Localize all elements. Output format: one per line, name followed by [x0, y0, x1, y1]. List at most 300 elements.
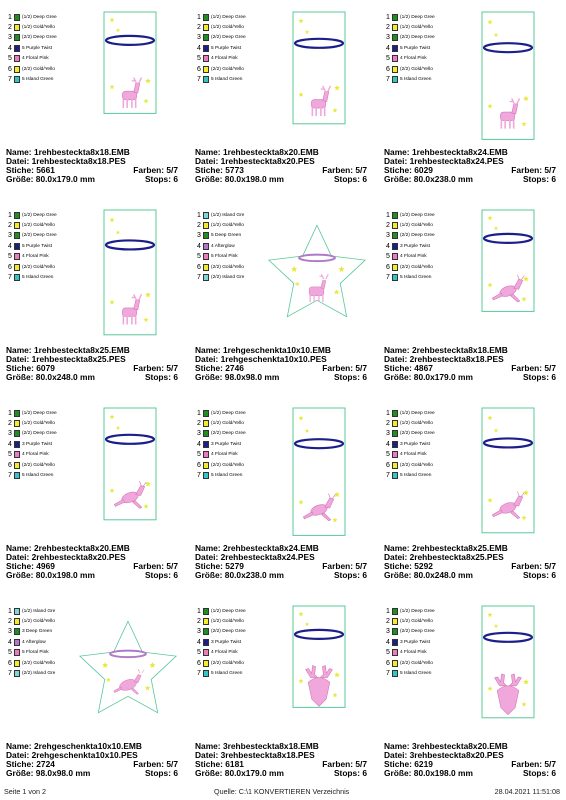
colors-label: Farben: — [133, 759, 165, 769]
star-icon — [116, 230, 120, 234]
stitch-count: 5279 — [225, 561, 244, 571]
thread-row — [197, 627, 283, 637]
stop-count: 6 — [173, 768, 178, 778]
reindeer-icon — [311, 86, 330, 116]
design-preview — [283, 404, 375, 542]
thread-row — [8, 241, 94, 251]
thread-number: 5 — [8, 253, 12, 261]
design-size: 80.0x179.0 mm — [35, 174, 95, 184]
stitch-count: 4969 — [36, 561, 55, 571]
thread-number: 6 — [8, 659, 12, 667]
thread-name: (2/2) Gold/Yello — [400, 462, 433, 468]
thread-number: 4 — [386, 44, 390, 52]
thread-row — [8, 210, 94, 220]
colors-label: Farben: — [511, 561, 543, 571]
thread-name: 5 Deep Green — [211, 233, 242, 239]
thread-name: (1/2) Gold/Yello — [22, 619, 55, 625]
thread-number: 5 — [197, 649, 201, 657]
design-preview — [283, 8, 375, 146]
thread-number: 1 — [8, 409, 12, 417]
thread-number: 7 — [386, 472, 390, 480]
design-file: 2rehbesteckta8x20.PES — [31, 552, 126, 562]
design-name: 3rehbesteckta8x18.EMB — [222, 741, 319, 751]
thread-number: 2 — [386, 222, 390, 230]
thread-number: 1 — [8, 607, 12, 615]
name-label: Name: — [195, 543, 221, 553]
color-count: 5/7 — [355, 165, 367, 175]
thread-number: 4 — [386, 440, 390, 448]
thread-row — [8, 33, 94, 43]
halo-ring-icon — [106, 36, 154, 45]
thread-number: 5 — [197, 55, 201, 63]
design-info — [195, 742, 367, 778]
name-label: Name: — [195, 147, 221, 157]
thread-name: 5 Floral Pink — [22, 650, 49, 656]
stitch-count: 2746 — [225, 363, 244, 373]
thread-number: 3 — [8, 34, 12, 42]
thread-name: (1/2) Gold/Yello — [22, 25, 55, 31]
thread-number: 6 — [8, 461, 12, 469]
file-label: Datei: — [6, 750, 30, 760]
thread-name: 5 Island Green — [22, 275, 54, 281]
thread-number: 7 — [8, 472, 12, 480]
info-size-row — [195, 571, 367, 580]
thread-name: 4 Floral Pink — [400, 254, 427, 260]
star-icon — [522, 702, 527, 707]
thread-number: 4 — [8, 638, 12, 646]
design-name: 1rehbesteckta8x18.EMB — [33, 147, 130, 157]
thread-swatch — [14, 66, 20, 73]
design-name: 3rehbesteckta8x20.EMB — [411, 741, 508, 751]
thread-number: 3 — [197, 430, 201, 438]
design-preview — [472, 8, 564, 146]
design-size: 98.0x98.0 mm — [224, 372, 280, 382]
thread-swatch — [14, 212, 20, 219]
design-name: 2rehgeschenkta10x10.EMB — [33, 741, 142, 751]
design-name: 1rehgeschenkta10x10.EMB — [222, 345, 331, 355]
thread-number: 5 — [386, 451, 390, 459]
color-count: 5/7 — [355, 759, 367, 769]
thread-swatch — [14, 24, 20, 31]
thread-row — [386, 418, 472, 428]
star-outline — [80, 621, 176, 713]
thread-number: 5 — [197, 451, 201, 459]
file-label: Datei: — [384, 552, 408, 562]
thread-swatch — [203, 55, 209, 62]
stitches-label: Stiche: — [384, 363, 412, 373]
star-icon — [145, 78, 151, 83]
star-icon — [144, 504, 149, 509]
colors-label: Farben: — [322, 561, 354, 571]
star-icon — [494, 226, 498, 230]
design-card — [195, 602, 375, 797]
thread-row — [197, 429, 283, 439]
design-size: 80.0x248.0 mm — [413, 570, 473, 580]
star-icon — [144, 99, 149, 104]
stitch-count: 6181 — [225, 759, 244, 769]
thread-number: 1 — [386, 211, 390, 219]
size-label: Größe: — [384, 768, 412, 778]
thread-row — [197, 470, 283, 480]
thread-row — [8, 272, 94, 282]
thread-number: 5 — [386, 55, 390, 63]
size-label: Größe: — [195, 570, 223, 580]
thread-name: 4 Floral Pink — [400, 452, 427, 458]
star-icon — [494, 33, 498, 37]
thread-name: (1/2) Gold/Yello — [400, 619, 433, 625]
thread-number: 5 — [386, 649, 390, 657]
thread-number: 1 — [197, 607, 201, 615]
thread-number: 5 — [386, 253, 390, 261]
design-preview — [472, 206, 564, 344]
design-name: 2rehbesteckta8x25.EMB — [411, 543, 508, 553]
thread-swatch — [203, 264, 209, 271]
thread-name: (2/2) Island Gre — [22, 671, 56, 677]
thread-number: 2 — [386, 24, 390, 32]
stitches-label: Stiche: — [6, 363, 34, 373]
reindeer-icon — [492, 491, 524, 518]
reindeer-icon — [492, 275, 524, 302]
file-label: Datei: — [384, 354, 408, 364]
thread-name: 3 Purple Twist — [400, 243, 431, 249]
thread-row — [8, 231, 94, 241]
thread-name: 5 Purple Twist — [211, 45, 242, 51]
frame-outline — [482, 408, 534, 533]
info-size-row — [384, 373, 556, 382]
thread-number: 7 — [197, 670, 201, 678]
thread-name: 4 Afterglow — [22, 639, 46, 645]
thread-number: 1 — [197, 211, 201, 219]
stops-label: Stops: — [333, 372, 360, 382]
stops-label: Stops: — [144, 174, 171, 184]
info-size-row — [384, 175, 556, 184]
thread-number: 6 — [197, 659, 201, 667]
size-label: Größe: — [6, 372, 34, 382]
halo-ring-icon — [106, 435, 154, 444]
thread-number: 5 — [8, 55, 12, 63]
star-icon — [299, 678, 304, 683]
star-icon — [299, 612, 304, 617]
star-outline — [269, 225, 365, 317]
thread-row — [8, 460, 94, 470]
thread-swatch — [14, 274, 20, 281]
thread-name: 4 Floral Pink — [211, 56, 238, 62]
star-icon — [116, 426, 120, 430]
design-card — [6, 404, 186, 599]
stop-count: 6 — [173, 372, 178, 382]
star-icon — [338, 266, 344, 272]
thread-swatch — [392, 212, 398, 219]
thread-number: 6 — [386, 263, 390, 271]
thread-number: 1 — [386, 607, 390, 615]
star-icon — [523, 96, 529, 102]
thread-swatch — [392, 462, 398, 469]
thread-name: 4 Floral Pink — [22, 56, 49, 62]
deer-head-icon — [306, 666, 333, 707]
thread-number: 4 — [197, 638, 201, 646]
name-label: Name: — [384, 345, 410, 355]
design-preview — [94, 404, 186, 542]
frame-outline — [293, 408, 345, 535]
star-icon — [488, 20, 493, 25]
thread-row — [386, 33, 472, 43]
design-size: 80.0x198.0 mm — [413, 768, 473, 778]
thread-row — [386, 231, 472, 241]
thread-name: 3 Purple Twist — [22, 441, 53, 447]
thread-name: 5 Floral Pink — [211, 254, 238, 260]
star-icon — [522, 515, 527, 520]
thread-number: 6 — [8, 263, 12, 271]
thread-row — [386, 262, 472, 272]
thread-row — [197, 616, 283, 626]
design-file: 2rehbesteckta8x25.PES — [409, 552, 504, 562]
colors-label: Farben: — [511, 363, 543, 373]
file-label: Datei: — [6, 552, 30, 562]
stops-label: Stops: — [522, 372, 549, 382]
star-icon — [102, 662, 108, 668]
thread-swatch — [392, 660, 398, 667]
stitches-label: Stiche: — [195, 759, 223, 769]
thread-row — [197, 668, 283, 678]
thread-row — [386, 616, 472, 626]
thread-swatch — [14, 462, 20, 469]
info-size-row — [6, 571, 178, 580]
thread-row — [197, 74, 283, 84]
thread-row — [386, 252, 472, 262]
thread-number: 2 — [197, 24, 201, 32]
color-count: 5/7 — [166, 165, 178, 175]
thread-row — [197, 12, 283, 22]
design-info — [6, 148, 178, 184]
colors-label: Farben: — [133, 165, 165, 175]
thread-name: (1/2) Gold/Yello — [22, 421, 55, 427]
thread-swatch — [203, 462, 209, 469]
thread-name: (1/2) Deep Gree — [400, 14, 435, 20]
thread-name: (2/2) Deep Gree — [211, 629, 246, 635]
stop-count: 6 — [551, 372, 556, 382]
thread-row — [8, 418, 94, 428]
star-icon — [334, 672, 340, 677]
thread-number: 3 — [386, 34, 390, 42]
thread-number: 7 — [8, 76, 12, 84]
thread-swatch — [14, 76, 20, 83]
thread-swatch — [203, 670, 209, 677]
design-info — [195, 544, 367, 580]
star-icon — [523, 276, 529, 281]
thread-name: (1/2) Deep Gree — [211, 14, 246, 20]
star-icon — [488, 415, 493, 420]
color-count: 5/7 — [544, 165, 556, 175]
star-icon — [110, 414, 115, 419]
info-size-row — [6, 769, 178, 778]
reindeer-icon — [303, 494, 335, 521]
thread-swatch — [392, 274, 398, 281]
size-label: Größe: — [6, 570, 34, 580]
thread-number: 4 — [197, 440, 201, 448]
design-preview — [472, 404, 564, 542]
design-info — [195, 346, 367, 382]
footer-page: Seite 1 von 2 — [4, 787, 46, 796]
thread-swatch — [203, 34, 209, 41]
thread-name: (1/2) Gold/Yello — [400, 421, 433, 427]
info-size-row — [195, 373, 367, 382]
size-label: Größe: — [195, 768, 223, 778]
thread-number: 3 — [8, 430, 12, 438]
thread-row — [197, 33, 283, 43]
thread-name: (2/2) Deep Gree — [22, 233, 57, 239]
thread-swatch — [392, 410, 398, 417]
design-info — [195, 148, 367, 184]
stitch-count: 5773 — [225, 165, 244, 175]
thread-name: 4 Floral Pink — [22, 452, 49, 458]
star-icon — [334, 85, 340, 91]
stitches-label: Stiche: — [6, 165, 34, 175]
thread-swatch — [14, 410, 20, 417]
thread-number: 2 — [8, 618, 12, 626]
star-icon — [333, 693, 338, 698]
thread-name: (1/2) Deep Gree — [400, 410, 435, 416]
design-info — [384, 148, 556, 184]
design-name: 2rehbesteckta8x18.EMB — [411, 345, 508, 355]
thread-swatch — [203, 472, 209, 479]
thread-name: (2/2) Deep Gree — [400, 431, 435, 437]
thread-swatch — [14, 55, 20, 62]
star-icon — [291, 266, 297, 272]
thread-row — [386, 64, 472, 74]
stop-count: 6 — [551, 768, 556, 778]
star-icon — [145, 292, 151, 297]
thread-number: 3 — [197, 628, 201, 636]
star-icon — [488, 216, 493, 221]
thread-row — [386, 606, 472, 616]
thread-name: (2/2) Gold/Yello — [211, 66, 244, 72]
thread-swatch — [14, 472, 20, 479]
thread-swatch — [392, 441, 398, 448]
thread-row — [386, 627, 472, 637]
colors-label: Farben: — [322, 165, 354, 175]
color-count: 5/7 — [355, 363, 367, 373]
info-size-row — [384, 769, 556, 778]
thread-row — [8, 64, 94, 74]
thread-swatch — [14, 670, 20, 677]
thread-row — [386, 22, 472, 32]
design-preview — [255, 206, 379, 344]
thread-swatch — [203, 628, 209, 635]
deer-head-icon — [495, 674, 522, 715]
file-label: Datei: — [195, 354, 219, 364]
thread-name: 5 Island Green — [400, 473, 432, 479]
design-info — [384, 544, 556, 580]
size-label: Größe: — [384, 372, 412, 382]
star-icon — [494, 428, 498, 432]
stop-count: 6 — [362, 174, 367, 184]
size-label: Größe: — [384, 174, 412, 184]
halo-ring-icon — [484, 234, 532, 243]
thread-name: (2/2) Island Gre — [211, 275, 245, 281]
thread-row — [197, 22, 283, 32]
thread-name: (1/2) Deep Gree — [22, 212, 57, 218]
thread-row — [197, 450, 283, 460]
thread-legend — [8, 408, 94, 481]
thread-name: (1/2) Island Gre — [211, 212, 245, 218]
thread-name: (2/2) Deep Gree — [400, 233, 435, 239]
stops-label: Stops: — [522, 174, 549, 184]
thread-swatch — [14, 639, 20, 646]
thread-row — [197, 648, 283, 658]
thread-number: 6 — [386, 659, 390, 667]
thread-swatch — [203, 232, 209, 239]
thread-name: (1/2) Deep Gree — [400, 608, 435, 614]
reindeer-icon — [114, 481, 146, 508]
thread-swatch — [203, 430, 209, 437]
thread-number: 6 — [8, 65, 12, 73]
thread-swatch — [392, 649, 398, 656]
design-info — [384, 346, 556, 382]
design-info — [6, 346, 178, 382]
thread-name: (2/2) Deep Gree — [22, 35, 57, 41]
reindeer-icon — [122, 294, 141, 324]
stitches-label: Stiche: — [6, 561, 34, 571]
thread-name: (2/2) Deep Gree — [400, 629, 435, 635]
thread-number: 2 — [197, 420, 201, 428]
star-icon — [334, 289, 339, 294]
thread-name: (2/2) Gold/Yello — [22, 660, 55, 666]
thread-legend — [386, 12, 472, 85]
halo-ring-icon — [106, 240, 154, 249]
thread-number: 6 — [197, 461, 201, 469]
thread-swatch — [392, 264, 398, 271]
stop-count: 6 — [362, 570, 367, 580]
star-icon — [488, 282, 493, 287]
thread-swatch — [14, 253, 20, 260]
thread-name: 3 Deep Green — [22, 629, 53, 635]
stops-label: Stops: — [333, 768, 360, 778]
file-label: Datei: — [195, 156, 219, 166]
design-name: 1rehbesteckta8x20.EMB — [222, 147, 319, 157]
design-size: 80.0x238.0 mm — [224, 570, 284, 580]
info-size-row — [195, 769, 367, 778]
thread-number: 2 — [386, 618, 390, 626]
thread-swatch — [203, 608, 209, 615]
thread-row — [197, 606, 283, 616]
thread-name: 5 Island Green — [22, 473, 54, 479]
thread-swatch — [392, 472, 398, 479]
thread-name: 3 Purple Twist — [211, 441, 242, 447]
name-label: Name: — [384, 543, 410, 553]
thread-swatch — [203, 76, 209, 83]
thread-number: 3 — [386, 430, 390, 438]
color-count: 5/7 — [544, 759, 556, 769]
reindeer-icon — [500, 98, 519, 128]
thread-row — [386, 220, 472, 230]
thread-name: (1/2) Gold/Yello — [22, 223, 55, 229]
thread-row — [197, 408, 283, 418]
stitches-label: Stiche: — [6, 759, 34, 769]
star-icon — [110, 84, 115, 89]
design-file: 1rehgeschenkta10x10.PES — [220, 354, 327, 364]
thread-number: 1 — [197, 409, 201, 417]
thread-legend — [197, 408, 283, 481]
thread-name: 4 Floral Pink — [211, 650, 238, 656]
thread-number: 6 — [386, 65, 390, 73]
thread-name: (1/2) Deep Gree — [211, 608, 246, 614]
thread-swatch — [392, 253, 398, 260]
thread-row — [386, 272, 472, 282]
thread-number: 5 — [197, 253, 201, 261]
thread-number: 5 — [8, 451, 12, 459]
color-count: 5/7 — [355, 561, 367, 571]
reindeer-icon — [309, 274, 328, 302]
